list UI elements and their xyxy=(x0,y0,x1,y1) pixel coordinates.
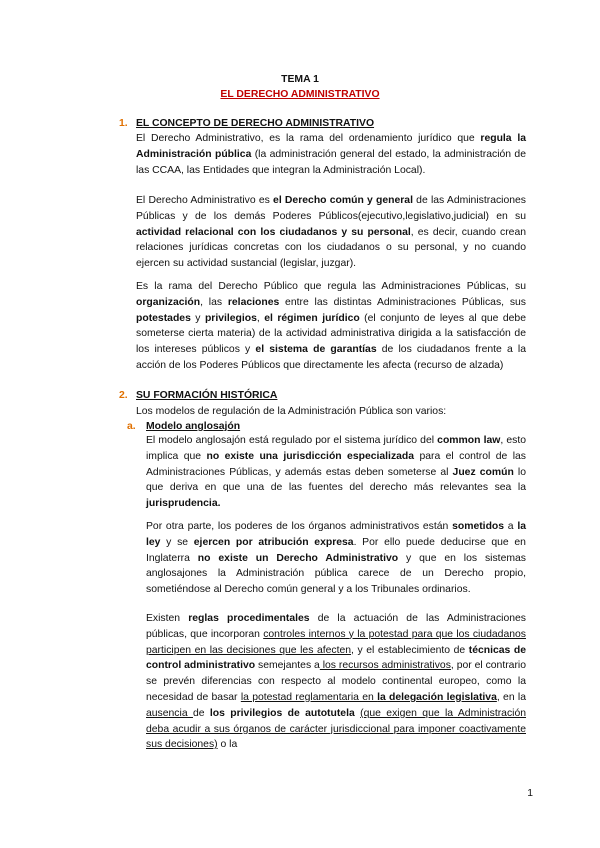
section-1-paragraph-1: El Derecho Administrativo, es la rama del ordenamiento jurídico que regula la Administración pública (la administración general del estado, la administración de las CCAA, las Entidades que integran la Administración Local). xyxy=(136,133,526,176)
section-2-intro: Los modelos de regulación de la Administración Pública son varios: xyxy=(136,406,447,417)
tema-label: TEMA 1 xyxy=(281,74,319,85)
subsection-a-paragraph-1: El modelo anglosajón está regulado por el sistema jurídico del common law, esto implica que no existe una jurisdicción especializada para el control de las Administraciones Públicas, y además estas deben someterse al Juez común lo que deriva en que una de las fuentes del derecho más relevantes sea la jurisprudencia. xyxy=(146,435,526,510)
subsection-a-paragraph-3: Existen reglas procedimentales de la actuación de las Administraciones públicas, que incorporan controles internos y la potestad para que los ciudadanos participen en las decisiones que les afecten, y el establecimiento de técnicas de control administrativo semejantes a los recursos administrativos, por el contrario se prevén diferencias con respecto al modelo continental europeo, como la necesidad de basar la potestad reglamentaria en la delegación legislativa, en la ausencia de los privilegios de autotutela (que exigen que la Administración deba acudir a sus órganos de carácter jurisdiccional para imponer coactivamente sus decisiones) o la xyxy=(146,613,527,751)
section-1-number: 1. xyxy=(119,118,128,129)
document-title: EL DERECHO ADMINISTRATIVO xyxy=(220,89,380,100)
subsection-a-paragraph-2: Por otra parte, los poderes de los órganos administrativos están sometidos a la ley y se ejercen por atribución expresa. Por ello puede deducirse que en Inglaterra no existe un Derecho Administrativo y que en los sistemas anglosajones la Administración pública carece de un Derecho propio, sometiéndose al Derecho común general y a los Tribunales ordinarios. xyxy=(146,521,526,596)
section-1-paragraph-3: Es la rama del Derecho Público que regula las Administraciones Públicas, su organización, las relaciones entre las distintas Administraciones Públicas, sus potestades y privilegios, el régimen jurídico (el conjunto de leyes al que debe someterse cierta materia) de la actividad administrativa dirigida a la satisfacción de los intereses públicos y el sistema de garantías de los ciudadanos frente a la acción de los Poderes Públicos que directamente les afecta (recurso de alzada) xyxy=(136,281,527,371)
section-2-number: 2. xyxy=(119,390,128,401)
page-number: 1 xyxy=(527,788,533,799)
subsection-a-letter: a. xyxy=(127,421,136,432)
section-2-heading xyxy=(119,389,277,403)
section-2-title: SU FORMACIÓN HISTÓRICA xyxy=(136,390,278,401)
section-1-paragraph-2: El Derecho Administrativo es el Derecho común y general de las Administraciones Públicas y de los demás Poderes Públicos(ejecutivo,legislativo,judicial) en su actividad relacional con los ciudadanos y su personal, es decir, cuando crean relaciones jurídicas concretas con los ciudadanos o su personal, y no cuando ejercen su actividad sustancial (legislar, juzgar). xyxy=(136,195,527,270)
subsection-a-heading xyxy=(127,420,240,434)
section-1-heading xyxy=(119,117,374,131)
subsection-a-title: Modelo anglosajón xyxy=(146,421,241,432)
section-1-title: EL CONCEPTO DE DERECHO ADMINISTRATIVO xyxy=(136,118,375,129)
